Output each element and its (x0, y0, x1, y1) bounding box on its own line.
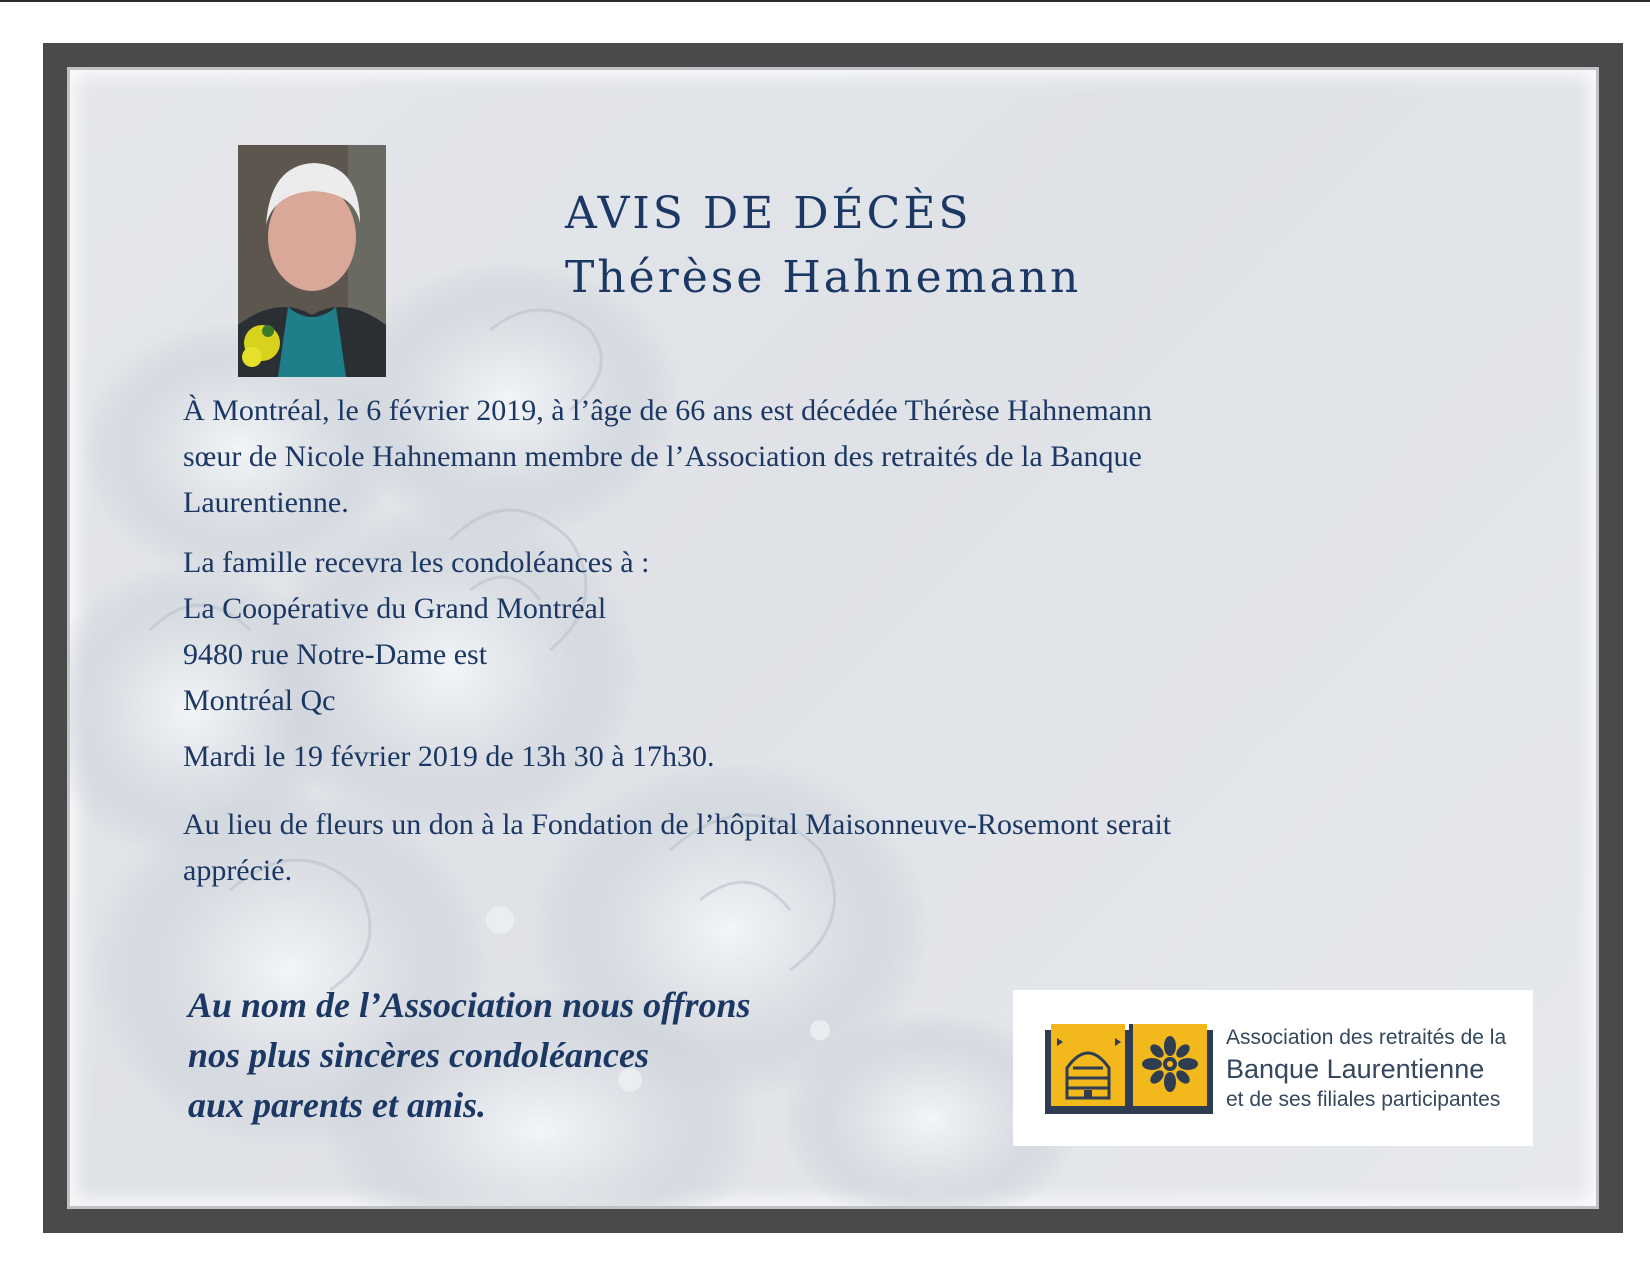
portrait-photo (238, 145, 386, 377)
donation-line: apprécié. (183, 854, 293, 887)
association-logo (1013, 990, 1533, 1146)
logo-line-bank: Banque Laurentienne (1226, 1054, 1485, 1084)
paragraph-line: À Montréal, le 6 février 2019, à l’âge de 66 ans est décédée Thérèse Hahnemann (183, 394, 1153, 427)
deceased-name: Thérèse Hahnemann (565, 252, 1082, 303)
condolences-block (183, 540, 1483, 724)
beehive-flower-logo-icon (1045, 1024, 1213, 1114)
logo-line-subsidiaries: et de ses filiales participantes (1226, 1088, 1501, 1111)
funeral-home-name: La Coopérative du Grand Montréal (183, 592, 607, 625)
closing-line: aux parents et amis. (188, 1085, 487, 1125)
closing-line: Au nom de l’Association nous offrons (188, 985, 751, 1025)
donation-line: Au lieu de fleurs un don à la Fondation de l’hôpital Maisonneuve-Rosemont serait (183, 808, 1172, 841)
paragraph-line: sœur de Nicole Hahnemann membre de l’Association des retraités de la Banque (183, 440, 1142, 473)
top-rule (0, 0, 1650, 2)
logo-line-association: Association des retraités de la (1226, 1026, 1507, 1049)
visitation-block (183, 734, 1483, 780)
visitation-date: Mardi le 19 février 2019 de 13h 30 à 17h30. (183, 740, 715, 773)
donation-block (183, 802, 1483, 894)
funeral-home-city: Montréal Qc (183, 684, 336, 717)
death-announcement-paragraph (183, 388, 1483, 526)
logo-text (1226, 1024, 1506, 1114)
condolences-intro: La famille recevra les condoléances à : (183, 546, 650, 579)
notice-title: AVIS DE DÉCÈS (565, 188, 972, 239)
notice-card (70, 70, 1596, 1206)
closing-line: nos plus sincères condoléances (188, 1035, 650, 1075)
closing-message (188, 980, 750, 1130)
paragraph-line: Laurentienne. (183, 486, 349, 519)
notice-heading (565, 182, 1081, 310)
funeral-home-street: 9480 rue Notre-Dame est (183, 638, 488, 671)
